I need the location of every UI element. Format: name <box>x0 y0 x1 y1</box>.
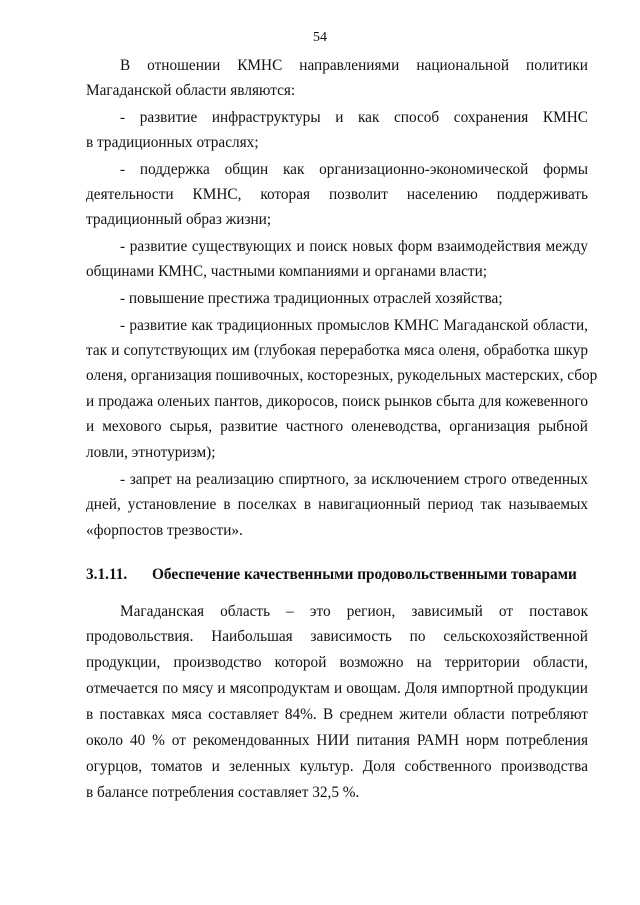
list-item-6-line-1: - запрет на реализацию спиртного, за исключением строго отведенных <box>120 471 588 488</box>
page-number: 54 <box>313 30 327 45</box>
list-item-1-line-1: - развитие инфраструктуры и как способ сохранения КМНС <box>120 109 588 126</box>
list-item-5-line-1: - развитие как традиционных промыслов КМНС Магаданской области, <box>120 317 588 334</box>
list-item-2-line-1: - поддержка общин как организационно-экономической формы <box>120 161 588 178</box>
list-item-5-line-2: так и сопутствующих им (глубокая переработка мяса оленя, обработка шкур <box>86 342 588 359</box>
paragraph-line-2: продовольствия. Наибольшая зависимость по сельскохозяйственной <box>86 628 588 645</box>
paragraph-line-5: в поставках мяса составляет 84%. В среднем жители области потребляют <box>86 706 588 723</box>
paragraph-line-3: продукции, производство которой возможно на территории области, <box>86 654 588 671</box>
intro-line-2: Магаданской области являются: <box>86 82 296 99</box>
list-item-3-line-1: - развитие существующих и поиск новых форм взаимодействия между <box>120 238 588 255</box>
section-number: 3.1.11. <box>86 566 128 583</box>
list-item-6-line-2: дней, установление в поселках в навигационный период так называемых <box>86 496 588 513</box>
list-item-2-line-3: традиционный образ жизни; <box>86 211 272 228</box>
paragraph-line-7: огурцов, томатов и зеленных культур. Доля собственного производства <box>86 758 588 775</box>
paragraph-line-4: отмечается по мясу и мясопродуктам и овощам. Доля импортной продукции <box>86 680 588 697</box>
paragraph-line-1: Магаданская область – это регион, зависимый от поставок <box>120 603 588 620</box>
list-item-3-line-2: общинами КМНС, частными компаниями и органами власти; <box>86 263 488 280</box>
list-item-4-line-1: - повышение престижа традиционных отраслей хозяйства; <box>120 290 503 307</box>
list-item-5-line-6: ловли, этнотуризм); <box>86 444 216 461</box>
intro-line-1: В отношении КМНС направлениями национальной политики <box>120 57 588 74</box>
section-title: Обеспечение качественными продовольственными товарами <box>152 566 577 583</box>
list-item-2-line-2: деятельности КМНС, которая позволит населению поддерживать <box>86 186 588 203</box>
paragraph-line-6: около 40 % от рекомендованных НИИ питания РАМН норм потребления <box>86 732 588 749</box>
paragraph-line-8: в балансе потребления составляет 32,5 %. <box>86 784 360 801</box>
list-item-5-line-3: оленя, организация пошивочных, косторезных, рукодельных мастерских, сбор <box>86 367 598 384</box>
list-item-5-line-4: и продажа оленьих пантов, дикоросов, поиск рынков сбыта для кожевенного <box>86 393 588 410</box>
list-item-6-line-3: «форпостов трезвости». <box>86 522 243 539</box>
list-item-5-line-5: и мехового сырья, развитие частного оленеводства, организация рыбной <box>86 418 588 435</box>
list-item-1-line-2: в традиционных отраслях; <box>86 134 259 151</box>
